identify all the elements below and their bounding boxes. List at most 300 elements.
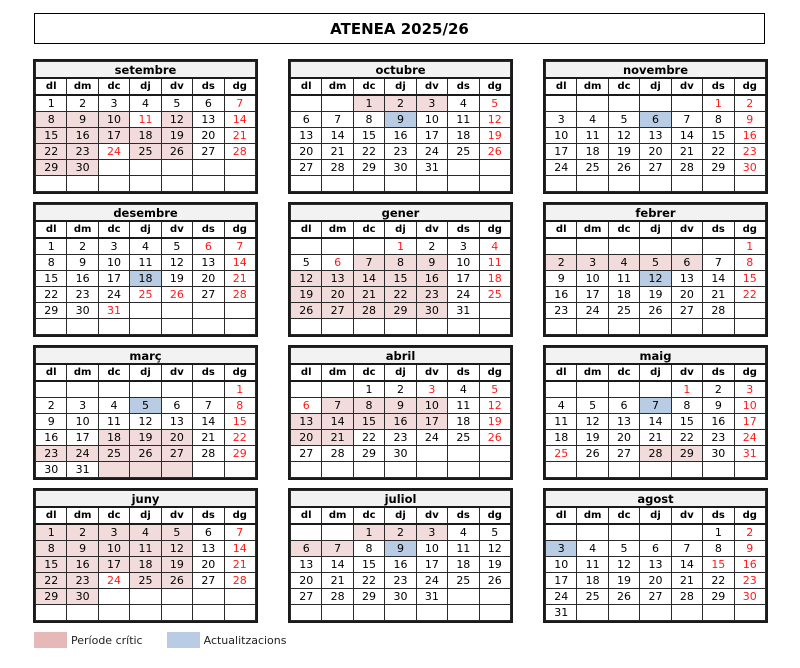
empty-cell bbox=[98, 319, 129, 335]
day-cell: 13 bbox=[640, 128, 671, 144]
empty-cell bbox=[448, 605, 479, 621]
day-cell: 11 bbox=[608, 271, 639, 287]
day-cell: 22 bbox=[385, 287, 416, 303]
weekday-header: ds bbox=[703, 78, 734, 95]
day-cell: 9 bbox=[546, 271, 577, 287]
day-cell: 7 bbox=[224, 524, 255, 541]
empty-cell bbox=[671, 95, 702, 112]
day-cell: 4 bbox=[577, 541, 608, 557]
day-cell: 9 bbox=[67, 112, 98, 128]
day-cell: 14 bbox=[671, 128, 702, 144]
weekday-header: dv bbox=[416, 507, 447, 524]
weekday-header: dv bbox=[671, 221, 702, 238]
day-cell: 28 bbox=[640, 446, 671, 462]
day-cell: 8 bbox=[353, 541, 384, 557]
empty-cell bbox=[734, 319, 765, 335]
empty-cell bbox=[608, 381, 639, 398]
empty-cell bbox=[546, 95, 577, 112]
day-cell: 18 bbox=[546, 430, 577, 446]
empty-cell bbox=[640, 319, 671, 335]
day-cell: 1 bbox=[36, 238, 67, 255]
day-cell: 7 bbox=[224, 238, 255, 255]
day-cell: 23 bbox=[385, 573, 416, 589]
day-cell: 11 bbox=[577, 557, 608, 573]
day-cell: 8 bbox=[385, 255, 416, 271]
month-gener bbox=[288, 202, 513, 337]
weekday-header: dl bbox=[546, 78, 577, 95]
weekday-header: dl bbox=[291, 364, 322, 381]
day-cell: 25 bbox=[577, 589, 608, 605]
day-cell: 2 bbox=[67, 524, 98, 541]
day-cell: 21 bbox=[224, 128, 255, 144]
day-cell: 25 bbox=[98, 446, 129, 462]
day-cell: 11 bbox=[546, 414, 577, 430]
month-name: novembre bbox=[546, 62, 766, 79]
day-cell: 6 bbox=[291, 398, 322, 414]
weekday-header: dj bbox=[385, 221, 416, 238]
day-cell: 21 bbox=[671, 144, 702, 160]
empty-cell bbox=[193, 589, 224, 605]
empty-cell bbox=[291, 381, 322, 398]
day-cell: 23 bbox=[385, 430, 416, 446]
weekday-header: dm bbox=[322, 221, 353, 238]
empty-cell bbox=[734, 605, 765, 621]
day-cell: 5 bbox=[161, 524, 192, 541]
day-cell: 25 bbox=[448, 144, 479, 160]
empty-cell bbox=[36, 605, 67, 621]
day-cell: 15 bbox=[224, 414, 255, 430]
day-cell: 10 bbox=[546, 557, 577, 573]
day-cell: 4 bbox=[130, 95, 161, 112]
day-cell: 13 bbox=[291, 128, 322, 144]
day-cell: 26 bbox=[640, 303, 671, 319]
day-cell: 7 bbox=[224, 95, 255, 112]
day-cell: 16 bbox=[67, 128, 98, 144]
day-cell: 26 bbox=[479, 144, 510, 160]
empty-cell bbox=[67, 381, 98, 398]
day-cell: 13 bbox=[322, 271, 353, 287]
day-cell: 20 bbox=[671, 287, 702, 303]
day-cell: 31 bbox=[416, 160, 447, 176]
weekday-header: dc bbox=[608, 364, 639, 381]
month-maig bbox=[543, 345, 768, 480]
day-cell: 31 bbox=[448, 303, 479, 319]
day-cell: 22 bbox=[224, 430, 255, 446]
weekday-header: dl bbox=[546, 507, 577, 524]
day-cell: 13 bbox=[161, 414, 192, 430]
day-cell: 27 bbox=[193, 144, 224, 160]
day-cell: 21 bbox=[671, 573, 702, 589]
empty-cell bbox=[224, 319, 255, 335]
day-cell: 14 bbox=[322, 414, 353, 430]
day-cell: 27 bbox=[640, 589, 671, 605]
weekday-header: dm bbox=[67, 364, 98, 381]
empty-cell bbox=[734, 176, 765, 192]
day-cell: 18 bbox=[577, 144, 608, 160]
weekday-header: dj bbox=[130, 507, 161, 524]
empty-cell bbox=[385, 176, 416, 192]
day-cell: 1 bbox=[385, 238, 416, 255]
month-octubre bbox=[288, 59, 513, 194]
weekday-header: ds bbox=[703, 221, 734, 238]
day-cell: 13 bbox=[291, 414, 322, 430]
day-cell: 2 bbox=[546, 255, 577, 271]
day-cell: 19 bbox=[161, 128, 192, 144]
empty-cell bbox=[98, 160, 129, 176]
day-cell: 29 bbox=[353, 589, 384, 605]
empty-cell bbox=[193, 381, 224, 398]
empty-cell bbox=[479, 319, 510, 335]
empty-cell bbox=[608, 319, 639, 335]
day-cell: 29 bbox=[353, 160, 384, 176]
empty-cell bbox=[546, 176, 577, 192]
month-setembre bbox=[33, 59, 258, 194]
empty-cell bbox=[671, 462, 702, 478]
day-cell: 15 bbox=[36, 557, 67, 573]
day-cell: 23 bbox=[36, 446, 67, 462]
day-cell: 26 bbox=[608, 589, 639, 605]
day-cell: 28 bbox=[703, 303, 734, 319]
weekday-header: dg bbox=[734, 221, 765, 238]
day-cell: 26 bbox=[479, 430, 510, 446]
day-cell: 8 bbox=[353, 398, 384, 414]
empty-cell bbox=[546, 524, 577, 541]
legend-swatch-critical bbox=[34, 632, 67, 648]
day-cell: 26 bbox=[161, 144, 192, 160]
day-cell: 6 bbox=[161, 398, 192, 414]
day-cell: 5 bbox=[130, 398, 161, 414]
day-cell: 25 bbox=[577, 160, 608, 176]
empty-cell bbox=[322, 524, 353, 541]
day-cell: 26 bbox=[291, 303, 322, 319]
day-cell: 23 bbox=[703, 430, 734, 446]
day-cell: 22 bbox=[353, 430, 384, 446]
day-cell: 2 bbox=[385, 95, 416, 112]
day-cell: 29 bbox=[703, 589, 734, 605]
day-cell: 3 bbox=[98, 95, 129, 112]
weekday-header: dv bbox=[416, 364, 447, 381]
empty-cell bbox=[291, 605, 322, 621]
day-cell: 6 bbox=[640, 541, 671, 557]
day-cell: 9 bbox=[703, 398, 734, 414]
empty-cell bbox=[322, 605, 353, 621]
day-cell: 27 bbox=[322, 303, 353, 319]
day-cell: 14 bbox=[224, 541, 255, 557]
day-cell: 17 bbox=[577, 287, 608, 303]
weekday-header: ds bbox=[448, 364, 479, 381]
weekday-header: ds bbox=[193, 364, 224, 381]
empty-cell bbox=[640, 605, 671, 621]
empty-cell bbox=[577, 524, 608, 541]
weekday-header: dl bbox=[36, 364, 67, 381]
empty-cell bbox=[671, 319, 702, 335]
empty-cell bbox=[608, 238, 639, 255]
day-cell: 20 bbox=[291, 144, 322, 160]
day-cell: 18 bbox=[130, 271, 161, 287]
day-cell: 3 bbox=[416, 524, 447, 541]
weekday-header: dl bbox=[291, 221, 322, 238]
day-cell: 7 bbox=[703, 255, 734, 271]
empty-cell bbox=[322, 95, 353, 112]
day-cell: 24 bbox=[577, 303, 608, 319]
day-cell: 30 bbox=[416, 303, 447, 319]
day-cell: 27 bbox=[291, 589, 322, 605]
day-cell: 20 bbox=[193, 128, 224, 144]
month-name: desembre bbox=[36, 205, 256, 222]
day-cell: 28 bbox=[671, 589, 702, 605]
empty-cell bbox=[161, 303, 192, 319]
day-cell: 16 bbox=[67, 557, 98, 573]
day-cell: 6 bbox=[291, 112, 322, 128]
empty-cell bbox=[479, 446, 510, 462]
day-cell: 12 bbox=[640, 271, 671, 287]
month-novembre bbox=[543, 59, 768, 194]
day-cell: 31 bbox=[67, 462, 98, 478]
day-cell: 11 bbox=[577, 128, 608, 144]
day-cell: 20 bbox=[640, 144, 671, 160]
weekday-header: dg bbox=[479, 507, 510, 524]
day-cell: 9 bbox=[385, 541, 416, 557]
day-cell: 18 bbox=[479, 271, 510, 287]
day-cell: 9 bbox=[734, 541, 765, 557]
empty-cell bbox=[577, 95, 608, 112]
empty-cell bbox=[353, 176, 384, 192]
day-cell: 24 bbox=[416, 430, 447, 446]
weekday-header: dl bbox=[36, 507, 67, 524]
day-cell: 29 bbox=[671, 446, 702, 462]
day-cell: 25 bbox=[448, 573, 479, 589]
day-cell: 16 bbox=[385, 557, 416, 573]
empty-cell bbox=[98, 176, 129, 192]
day-cell: 25 bbox=[130, 573, 161, 589]
day-cell: 27 bbox=[291, 160, 322, 176]
weekday-header: dv bbox=[161, 221, 192, 238]
day-cell: 17 bbox=[416, 557, 447, 573]
day-cell: 18 bbox=[448, 557, 479, 573]
day-cell: 13 bbox=[193, 541, 224, 557]
day-cell: 28 bbox=[224, 144, 255, 160]
day-cell: 26 bbox=[161, 287, 192, 303]
weekday-header: dm bbox=[67, 78, 98, 95]
day-cell: 11 bbox=[98, 414, 129, 430]
day-cell: 20 bbox=[640, 573, 671, 589]
empty-cell bbox=[130, 303, 161, 319]
weekday-header: ds bbox=[448, 78, 479, 95]
day-cell: 12 bbox=[479, 398, 510, 414]
day-cell: 24 bbox=[416, 144, 447, 160]
day-cell: 12 bbox=[577, 414, 608, 430]
day-cell: 19 bbox=[161, 271, 192, 287]
day-cell: 1 bbox=[353, 381, 384, 398]
day-cell: 17 bbox=[98, 128, 129, 144]
day-cell: 19 bbox=[479, 414, 510, 430]
day-cell: 3 bbox=[546, 112, 577, 128]
day-cell: 6 bbox=[193, 95, 224, 112]
day-cell: 3 bbox=[577, 255, 608, 271]
day-cell: 17 bbox=[98, 271, 129, 287]
day-cell: 30 bbox=[385, 160, 416, 176]
day-cell: 22 bbox=[353, 573, 384, 589]
empty-cell bbox=[577, 462, 608, 478]
empty-cell bbox=[353, 238, 384, 255]
day-cell: 12 bbox=[161, 541, 192, 557]
day-cell: 27 bbox=[161, 446, 192, 462]
day-cell: 22 bbox=[671, 430, 702, 446]
day-cell: 15 bbox=[36, 271, 67, 287]
day-cell: 26 bbox=[577, 446, 608, 462]
empty-cell bbox=[546, 319, 577, 335]
day-cell: 13 bbox=[291, 557, 322, 573]
empty-cell bbox=[36, 176, 67, 192]
day-cell: 23 bbox=[416, 287, 447, 303]
empty-cell bbox=[640, 238, 671, 255]
day-cell: 22 bbox=[36, 573, 67, 589]
weekday-header: dm bbox=[322, 364, 353, 381]
day-cell: 4 bbox=[479, 238, 510, 255]
day-cell: 11 bbox=[479, 255, 510, 271]
day-cell: 7 bbox=[322, 541, 353, 557]
day-cell: 13 bbox=[193, 112, 224, 128]
empty-cell bbox=[671, 524, 702, 541]
empty-cell bbox=[161, 319, 192, 335]
day-cell: 27 bbox=[608, 446, 639, 462]
day-cell: 16 bbox=[416, 271, 447, 287]
day-cell: 3 bbox=[734, 381, 765, 398]
month-name: agost bbox=[546, 491, 766, 508]
month-desembre bbox=[33, 202, 258, 337]
day-cell: 15 bbox=[703, 128, 734, 144]
empty-cell bbox=[130, 160, 161, 176]
day-cell: 19 bbox=[608, 144, 639, 160]
day-cell: 25 bbox=[130, 144, 161, 160]
day-cell: 1 bbox=[671, 381, 702, 398]
empty-cell bbox=[448, 319, 479, 335]
month-name: gener bbox=[291, 205, 511, 222]
day-cell: 23 bbox=[734, 573, 765, 589]
day-cell: 9 bbox=[36, 414, 67, 430]
weekday-header: ds bbox=[448, 507, 479, 524]
day-cell: 8 bbox=[703, 541, 734, 557]
day-cell: 28 bbox=[353, 303, 384, 319]
weekday-header: dg bbox=[734, 364, 765, 381]
empty-cell bbox=[130, 176, 161, 192]
day-cell: 1 bbox=[36, 95, 67, 112]
day-cell: 1 bbox=[703, 524, 734, 541]
day-cell: 20 bbox=[161, 430, 192, 446]
day-cell: 29 bbox=[385, 303, 416, 319]
day-cell: 6 bbox=[291, 541, 322, 557]
empty-cell bbox=[416, 319, 447, 335]
empty-cell bbox=[734, 462, 765, 478]
empty-cell bbox=[130, 462, 161, 478]
day-cell: 18 bbox=[130, 557, 161, 573]
day-cell: 28 bbox=[322, 160, 353, 176]
weekday-header: dj bbox=[640, 78, 671, 95]
day-cell: 2 bbox=[416, 238, 447, 255]
day-cell: 24 bbox=[546, 160, 577, 176]
day-cell: 24 bbox=[448, 287, 479, 303]
day-cell: 9 bbox=[385, 398, 416, 414]
day-cell: 3 bbox=[546, 541, 577, 557]
day-cell: 29 bbox=[36, 160, 67, 176]
day-cell: 1 bbox=[353, 524, 384, 541]
day-cell: 25 bbox=[130, 287, 161, 303]
day-cell: 30 bbox=[734, 589, 765, 605]
empty-cell bbox=[546, 238, 577, 255]
day-cell: 16 bbox=[385, 128, 416, 144]
day-cell: 4 bbox=[546, 398, 577, 414]
empty-cell bbox=[577, 381, 608, 398]
empty-cell bbox=[416, 446, 447, 462]
weekday-header: dg bbox=[479, 78, 510, 95]
day-cell: 5 bbox=[608, 541, 639, 557]
weekday-header: dm bbox=[322, 78, 353, 95]
day-cell: 16 bbox=[67, 271, 98, 287]
weekday-header: dl bbox=[36, 221, 67, 238]
day-cell: 18 bbox=[130, 128, 161, 144]
empty-cell bbox=[385, 462, 416, 478]
day-cell: 10 bbox=[416, 398, 447, 414]
day-cell: 24 bbox=[98, 144, 129, 160]
empty-cell bbox=[640, 524, 671, 541]
empty-cell bbox=[671, 238, 702, 255]
day-cell: 16 bbox=[36, 430, 67, 446]
day-cell: 3 bbox=[98, 238, 129, 255]
empty-cell bbox=[608, 176, 639, 192]
day-cell: 30 bbox=[67, 160, 98, 176]
day-cell: 25 bbox=[448, 430, 479, 446]
day-cell: 7 bbox=[671, 112, 702, 128]
day-cell: 2 bbox=[67, 238, 98, 255]
empty-cell bbox=[416, 462, 447, 478]
day-cell: 24 bbox=[734, 430, 765, 446]
day-cell: 10 bbox=[67, 414, 98, 430]
weekday-header: dg bbox=[734, 507, 765, 524]
day-cell: 15 bbox=[734, 271, 765, 287]
day-cell: 13 bbox=[671, 271, 702, 287]
weekday-header: ds bbox=[193, 507, 224, 524]
empty-cell bbox=[193, 176, 224, 192]
day-cell: 5 bbox=[640, 255, 671, 271]
weekday-header: dv bbox=[671, 78, 702, 95]
day-cell: 8 bbox=[224, 398, 255, 414]
empty-cell bbox=[98, 381, 129, 398]
empty-cell bbox=[546, 462, 577, 478]
day-cell: 8 bbox=[36, 255, 67, 271]
day-cell: 19 bbox=[130, 430, 161, 446]
day-cell: 4 bbox=[130, 524, 161, 541]
day-cell: 14 bbox=[224, 112, 255, 128]
day-cell: 2 bbox=[703, 381, 734, 398]
empty-cell bbox=[640, 176, 671, 192]
day-cell: 3 bbox=[416, 381, 447, 398]
day-cell: 12 bbox=[479, 112, 510, 128]
day-cell: 6 bbox=[608, 398, 639, 414]
weekday-header: dc bbox=[98, 507, 129, 524]
day-cell: 11 bbox=[448, 541, 479, 557]
day-cell: 7 bbox=[193, 398, 224, 414]
day-cell: 21 bbox=[224, 557, 255, 573]
empty-cell bbox=[353, 319, 384, 335]
weekday-header: dj bbox=[130, 221, 161, 238]
day-cell: 19 bbox=[640, 287, 671, 303]
day-cell: 14 bbox=[193, 414, 224, 430]
day-cell: 14 bbox=[353, 271, 384, 287]
empty-cell bbox=[36, 381, 67, 398]
day-cell: 27 bbox=[193, 287, 224, 303]
empty-cell bbox=[479, 605, 510, 621]
empty-cell bbox=[608, 95, 639, 112]
